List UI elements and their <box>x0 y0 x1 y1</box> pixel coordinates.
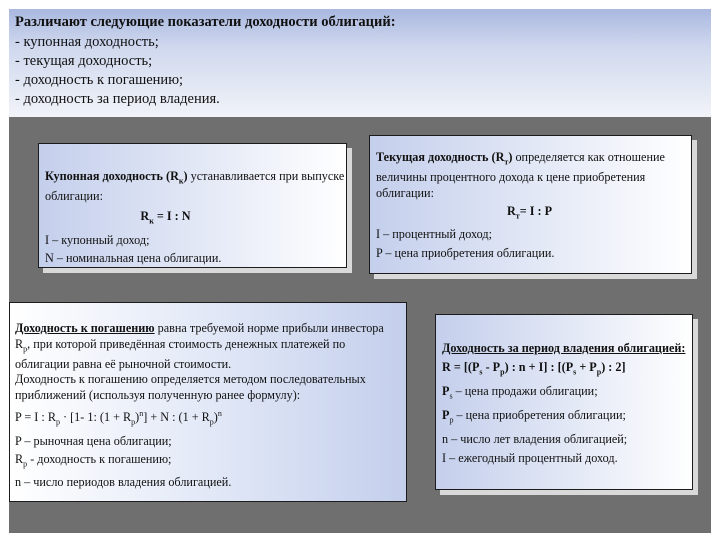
ytm-formula: P = I : $R_p \cdot [1-$ 1: $(1 + R_p)^n] + N$ : $(1 + R_p)^n$ <box>15 409 222 427</box>
coupon-def-2: N – номинальная цена облигации. <box>45 251 222 266</box>
coupon-def-1: I – купонный доход; <box>45 232 150 247</box>
current-yield-box <box>369 135 692 274</box>
current-formula: $R_т= I$ : P <box>506 204 553 221</box>
holding-def-3: n – число лет владения облигацией; <box>442 431 628 446</box>
holding-def-2: $P_p$ – цена приобретения облигации; <box>442 407 626 425</box>
ytm-description: Доходность к погашению равна требуемой норме прибыли инвестора $R_р$, при которой приведённая стоимость денежных платежей по облигации равна её рыночной стоимости. <box>15 321 384 371</box>
holding-def-4: I – ежегодный процентный доход. <box>442 451 618 466</box>
header-panel <box>9 9 711 117</box>
holding-title: Доходность за период владения облигацией: <box>442 341 686 355</box>
list-item: - доходность к погашению; <box>15 72 184 88</box>
ytm-def-1: P – рыночная цена облигации; <box>15 433 172 448</box>
list-item: - купонная доходность; <box>15 34 159 50</box>
holding-formula: $R = [(P_s - P_p)$ : n + I] : [$(P_s + P_p)$ : 2] <box>442 359 626 377</box>
holding-def-1: $P_s$ – цена продажи облигации; <box>442 383 598 401</box>
current-def-1: I – процентный доход; <box>376 227 492 242</box>
ytm-def-3: n – число периодов владения облигацией. <box>15 475 232 490</box>
list-item: - текущая доходность; <box>15 53 153 69</box>
coupon-yield-box <box>38 143 347 268</box>
indicator-list <box>15 33 220 109</box>
list-item: - доходность за период владения. <box>15 91 220 107</box>
ytm-method: Доходность к погашению определяется методом последовательных приближений (используя полученную ранее формулу): <box>15 372 366 402</box>
slide <box>9 9 711 533</box>
header-title: Различают следующие показатели доходности облигаций: <box>15 14 396 30</box>
holding-period-box <box>435 314 693 490</box>
ytm-box <box>9 302 407 502</box>
current-description: Текущая доходность $(R_т)$ определяется как отношение величины процентного дохода к цене приобретения облигации: <box>376 150 665 200</box>
coupon-description: Купонная доходность $(R_к)$ устанавливается при выпуске облигации: <box>45 169 345 204</box>
ytm-def-2: $R_p$ - доходность к погашению; <box>15 452 172 469</box>
coupon-formula: $R_к = I$ : N <box>140 208 191 226</box>
current-def-2: P – цена приобретения облигации. <box>376 245 555 260</box>
